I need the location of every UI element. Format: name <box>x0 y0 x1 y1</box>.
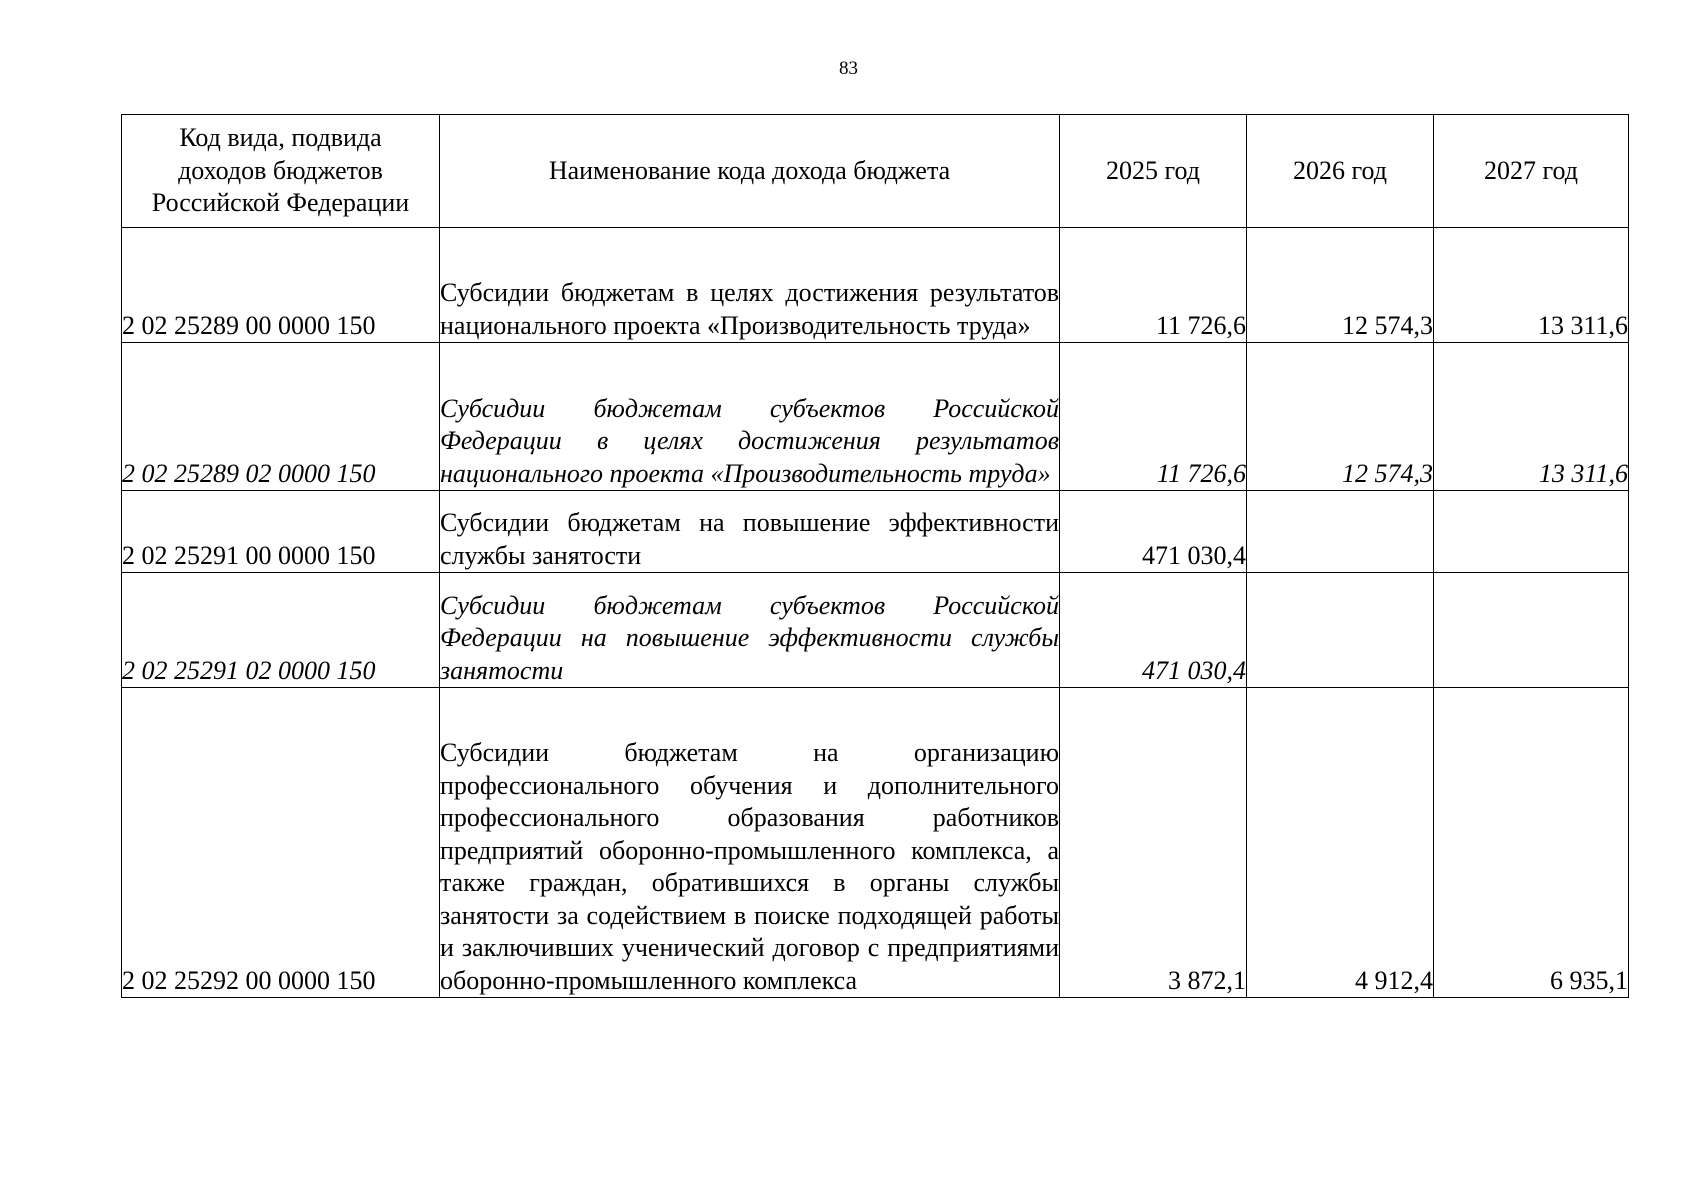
row-2026 <box>1247 573 1434 688</box>
header-2026: 2026 год <box>1247 115 1434 228</box>
row-code: 2 02 25291 02 0000 150 <box>122 573 440 688</box>
row-2025: 11 726,6 <box>1060 343 1247 491</box>
row-name: Субсидии бюджетам субъектов Российской Федерации в целях достижения результатов национального проекта «Производительность труда» <box>440 343 1060 491</box>
header-2027: 2027 год <box>1434 115 1629 228</box>
row-2025: 471 030,4 <box>1060 491 1247 573</box>
row-2026: 4 912,4 <box>1247 688 1434 998</box>
row-code: 2 02 25289 02 0000 150 <box>122 343 440 491</box>
table-row <box>122 573 1629 688</box>
row-2027: 6 935,1 <box>1434 688 1629 998</box>
row-name: Субсидии бюджетам на повышение эффективности службы занятости <box>440 491 1060 573</box>
row-2027: 13 311,6 <box>1434 343 1629 491</box>
row-name: Субсидии бюджетам субъектов Российской Федерации на повышение эффективности службы занятости <box>440 573 1060 688</box>
row-2026 <box>1247 491 1434 573</box>
row-2026: 12 574,3 <box>1247 343 1434 491</box>
table-row <box>122 228 1629 343</box>
table-row <box>122 491 1629 573</box>
row-2025: 471 030,4 <box>1060 573 1247 688</box>
row-name: Субсидии бюджетам на организацию профессионального обучения и дополнительного профессионального образования работников предприятий оборонно-промышленного комплекса, а также граждан, обратившихся в органы службы занятости за содействием в поиске подходящей работы и заключивших ученический договор с предприятиями оборонно-промышленного комплекса <box>440 688 1060 998</box>
row-name: Субсидии бюджетам в целях достижения результатов национального проекта «Производительность труда» <box>440 228 1060 343</box>
row-2025: 11 726,6 <box>1060 228 1247 343</box>
header-code: Код вида, подвида доходов бюджетов Российской Федерации <box>122 115 440 228</box>
table-row <box>122 688 1629 998</box>
header-name: Наименование кода дохода бюджета <box>440 115 1060 228</box>
table-row <box>122 343 1629 491</box>
table-header-row <box>122 115 1629 228</box>
row-2025: 3 872,1 <box>1060 688 1247 998</box>
row-code: 2 02 25291 00 0000 150 <box>122 491 440 573</box>
row-2027 <box>1434 491 1629 573</box>
row-2027 <box>1434 573 1629 688</box>
budget-revenue-table <box>121 114 1629 998</box>
header-2025: 2025 год <box>1060 115 1247 228</box>
row-2027: 13 311,6 <box>1434 228 1629 343</box>
page-number: 83 <box>839 58 858 79</box>
row-code: 2 02 25289 00 0000 150 <box>122 228 440 343</box>
row-code: 2 02 25292 00 0000 150 <box>122 688 440 998</box>
row-2026: 12 574,3 <box>1247 228 1434 343</box>
